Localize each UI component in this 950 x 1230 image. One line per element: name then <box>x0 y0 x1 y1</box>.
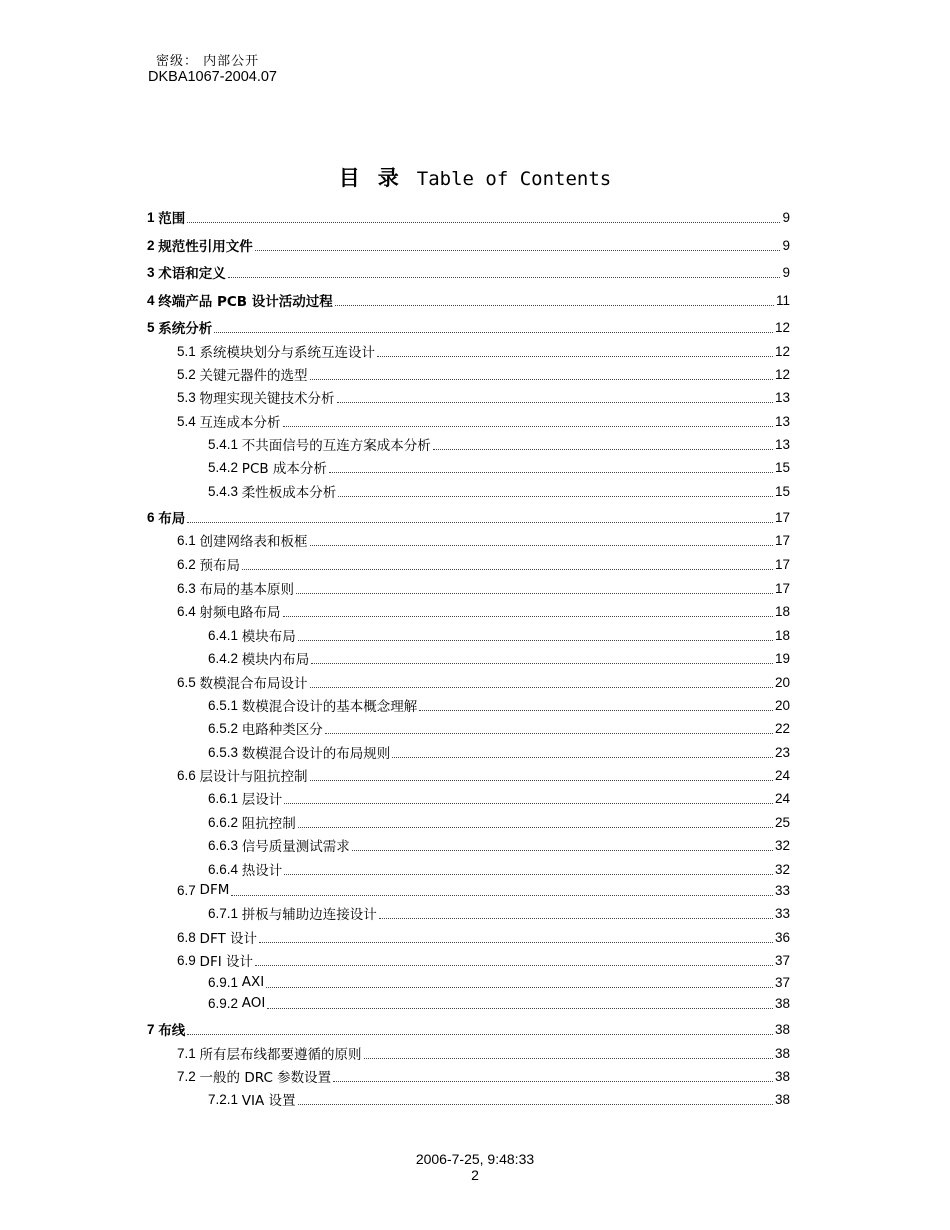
dot-leader <box>338 496 773 497</box>
toc-entry-page: 24 <box>774 767 790 783</box>
toc-entry-number: 6.3 <box>177 580 196 596</box>
toc-entry[interactable] <box>177 530 790 550</box>
dot-leader <box>284 874 773 875</box>
toc-entry-number: 6.6 <box>177 767 196 783</box>
dot-leader <box>433 449 773 450</box>
toc-entry-page: 17 <box>774 580 790 596</box>
toc-entry-number: 5.1 <box>177 343 196 359</box>
toc-entry-page: 32 <box>774 837 790 853</box>
toc-entry[interactable] <box>208 812 790 832</box>
toc-entry-title: 阻抗控制 <box>241 816 296 832</box>
toc-entry-number: 6.7 <box>177 882 196 898</box>
toc-entry-title: DFT 设计 <box>199 931 258 947</box>
toc-entry-title: 布线 <box>158 1023 186 1039</box>
toc-entry-number: 2 <box>147 237 155 253</box>
toc-entry-page: 17 <box>774 509 790 525</box>
toc-entry-page: 13 <box>774 436 790 452</box>
dot-leader <box>214 332 773 333</box>
dot-leader <box>310 545 773 546</box>
toc-entry-number: 6.5.1 <box>208 697 239 713</box>
toc-entry[interactable] <box>177 578 790 598</box>
toc-entry-title: 信号质量测试需求 <box>241 839 350 855</box>
toc-entry-title: 预布局 <box>199 558 241 574</box>
dot-leader <box>267 1008 773 1009</box>
document-code: DKBA1067-2004.07 <box>148 69 277 85</box>
dot-leader <box>187 522 773 523</box>
toc-entry-title: 数模混合布局设计 <box>199 676 308 692</box>
toc-entry-number: 5.2 <box>177 366 196 382</box>
toc-entry-number: 6.2 <box>177 556 196 572</box>
toc-entry-title: 一般的 DRC 参数设置 <box>199 1070 332 1086</box>
dot-leader <box>283 616 773 617</box>
toc-entry-title: AOI <box>241 995 266 1011</box>
toc-entry-page: 38 <box>774 1068 790 1084</box>
toc-entry-page: 33 <box>774 882 790 898</box>
toc-entry-number: 6.4 <box>177 603 196 619</box>
toc-entry-title: 不共面信号的互连方案成本分析 <box>241 438 431 454</box>
toc-entry[interactable] <box>177 672 790 692</box>
toc-entry-number: 6.9.2 <box>208 995 239 1011</box>
dot-leader <box>242 569 773 570</box>
toc-entry[interactable] <box>177 880 790 900</box>
toc-entry-page: 25 <box>774 814 790 830</box>
toc-entry-number: 4 <box>147 292 155 308</box>
toc-entry-title: 规范性引用文件 <box>158 239 253 255</box>
toc-entry[interactable] <box>177 765 790 785</box>
toc-entry-title: 物理实现关键技术分析 <box>199 391 335 407</box>
toc-entry-page: 20 <box>774 674 790 690</box>
toc-entry-title: 创建网络表和板框 <box>199 534 308 550</box>
dot-leader <box>284 803 773 804</box>
dot-leader <box>259 942 773 943</box>
toc-entry-number: 6.6.1 <box>208 790 239 806</box>
dot-leader <box>310 687 773 688</box>
toc-entry[interactable] <box>177 341 790 361</box>
title-english: Table of Contents <box>416 168 612 190</box>
toc-entry-page: 23 <box>774 744 790 760</box>
toc-entry-title: VIA 设置 <box>241 1093 296 1109</box>
dot-leader <box>329 472 773 473</box>
toc-entry[interactable] <box>208 788 790 808</box>
toc-entry-number: 6.1 <box>177 532 196 548</box>
toc-entry-number: 6.6.3 <box>208 837 239 853</box>
toc-entry-title: 数模混合设计的基本概念理解 <box>241 699 418 715</box>
toc-entry[interactable] <box>177 927 790 947</box>
toc-entry-title: 术语和定义 <box>158 266 226 282</box>
toc-entry[interactable] <box>177 554 790 574</box>
toc-entry-title: 射频电路布局 <box>199 605 281 621</box>
toc-entry[interactable] <box>177 1043 790 1063</box>
toc-entry-title: 模块内布局 <box>241 652 310 668</box>
toc-entry[interactable] <box>177 950 790 970</box>
dot-leader <box>187 222 780 223</box>
toc-entry-page: 17 <box>774 532 790 548</box>
toc-entry-number: 6.8 <box>177 929 196 945</box>
toc-entry-title: DFM <box>199 882 230 898</box>
dot-leader <box>298 1104 773 1105</box>
toc-entry-number: 5.4.3 <box>208 483 239 499</box>
dot-leader <box>228 277 781 278</box>
toc-entry-number: 7 <box>147 1021 155 1037</box>
toc-entry[interactable] <box>147 262 790 282</box>
toc-entry-number: 6.6.4 <box>208 861 239 877</box>
toc-entry[interactable] <box>208 718 790 738</box>
dot-leader <box>333 1081 773 1082</box>
toc-entry[interactable] <box>208 625 790 645</box>
toc-entry-number: 1 <box>147 209 155 225</box>
toc-entry-number: 5.4.1 <box>208 436 239 452</box>
toc-entry-page: 37 <box>774 974 790 990</box>
toc-entry-number: 5.3 <box>177 389 196 405</box>
toc-entry-number: 7.1 <box>177 1045 196 1061</box>
toc-entry-number: 6.7.1 <box>208 905 239 921</box>
toc-entry-page: 18 <box>774 627 790 643</box>
toc-entry[interactable] <box>208 993 790 1013</box>
toc-entry-number: 6.6.2 <box>208 814 239 830</box>
toc-entry-page: 18 <box>774 603 790 619</box>
toc-entry-number: 6.4.2 <box>208 650 239 666</box>
toc-entry[interactable] <box>208 1089 790 1109</box>
page-footer <box>0 1151 950 1183</box>
toc-entry-number: 6.5.3 <box>208 744 239 760</box>
toc-entry-title: 所有层布线都要遵循的原则 <box>199 1047 362 1063</box>
dot-leader <box>231 895 773 896</box>
toc-entry-number: 6.5.2 <box>208 720 239 736</box>
toc-entry-page: 12 <box>774 343 790 359</box>
toc-entry[interactable] <box>208 648 790 668</box>
dot-leader <box>364 1058 773 1059</box>
toc-entry[interactable] <box>177 601 790 621</box>
dot-leader <box>255 250 781 251</box>
toc-entry[interactable] <box>208 859 790 879</box>
toc-entry[interactable] <box>147 235 790 255</box>
toc-entry-page: 9 <box>782 237 790 253</box>
toc-entry-page: 15 <box>774 459 790 475</box>
toc-entry-number: 6 <box>147 509 155 525</box>
toc-entry-page: 32 <box>774 861 790 877</box>
toc-entry-page: 11 <box>775 292 790 308</box>
dot-leader <box>377 356 773 357</box>
toc-entry-page: 22 <box>774 720 790 736</box>
toc-entry-title: DFI 设计 <box>199 954 253 970</box>
dot-leader <box>311 663 773 664</box>
dot-leader <box>255 965 773 966</box>
toc-entry-page: 19 <box>774 650 790 666</box>
dot-leader <box>352 850 773 851</box>
toc-entry-page: 17 <box>774 556 790 572</box>
toc-entry-page: 12 <box>774 319 790 335</box>
toc-entry-page: 20 <box>774 697 790 713</box>
dot-leader <box>298 640 773 641</box>
toc-entry-page: 24 <box>774 790 790 806</box>
toc-entry[interactable] <box>208 903 790 923</box>
toc-entry[interactable] <box>177 364 790 384</box>
toc-entry-page: 33 <box>774 905 790 921</box>
toc-entry-title: 层设计 <box>241 792 283 808</box>
toc-entry[interactable] <box>147 1019 790 1039</box>
toc-entry[interactable] <box>208 434 790 454</box>
toc-entry-title: 系统分析 <box>158 321 213 337</box>
toc-entry-title: AXI <box>241 974 265 990</box>
toc-entry-number: 3 <box>147 264 155 280</box>
toc-entry-title: 布局 <box>158 511 186 527</box>
toc-entry-title: 层设计与阻抗控制 <box>199 769 308 785</box>
toc-entry-number: 5 <box>147 319 155 335</box>
toc-entry[interactable] <box>147 317 790 337</box>
toc-entry-title: 热设计 <box>241 863 283 879</box>
toc-entry-page: 13 <box>774 389 790 405</box>
toc-entry[interactable] <box>208 835 790 855</box>
toc-entry-number: 6.4.1 <box>208 627 239 643</box>
toc-entry[interactable] <box>208 742 790 762</box>
toc-entry[interactable] <box>177 387 790 407</box>
dot-leader <box>310 379 773 380</box>
toc-entry-page: 12 <box>774 366 790 382</box>
toc-entry-number: 5.4 <box>177 413 196 429</box>
toc-entry-page: 38 <box>774 1045 790 1061</box>
toc-entry-page: 36 <box>774 929 790 945</box>
toc-entry-page: 38 <box>774 1091 790 1107</box>
toc-entry-title: 关键元器件的选型 <box>199 368 308 384</box>
toc-entry[interactable] <box>147 207 790 227</box>
dot-leader <box>187 1034 773 1035</box>
toc-entry-title: 数模混合设计的布局规则 <box>241 746 391 762</box>
toc-entry-number: 7.2.1 <box>208 1091 239 1107</box>
toc-entry-title: 系统模块划分与系统互连设计 <box>199 345 376 361</box>
dot-leader <box>337 402 773 403</box>
toc-entry[interactable] <box>208 481 790 501</box>
toc-entry[interactable] <box>208 695 790 715</box>
dot-leader <box>392 757 773 758</box>
toc-entry-title: 终端产品 PCB 设计活动过程 <box>158 294 333 310</box>
title-chinese: 目录 <box>338 166 417 190</box>
toc-entry-page: 9 <box>782 264 790 280</box>
toc-entry-title: 布局的基本原则 <box>199 582 295 598</box>
dot-leader <box>325 733 773 734</box>
toc-entry-title: 模块布局 <box>241 629 296 645</box>
toc-entry-title: 柔性板成本分析 <box>241 485 337 501</box>
footer-timestamp: 2006-7-25, 9:48:33 <box>415 1151 535 1167</box>
toc-entry-number: 6.9.1 <box>208 974 239 990</box>
dot-leader <box>419 710 773 711</box>
toc-entry-title: 互连成本分析 <box>199 415 281 431</box>
toc-entry[interactable] <box>177 411 790 431</box>
toc-entry-page: 38 <box>774 995 790 1011</box>
toc-entry-number: 5.4.2 <box>208 459 239 475</box>
toc-entry-page: 38 <box>774 1021 790 1037</box>
footer-page-number: 2 <box>471 1167 479 1183</box>
toc-entry[interactable] <box>208 972 790 992</box>
toc-entry[interactable] <box>177 1066 790 1086</box>
toc-entry-title: PCB 成本分析 <box>241 461 327 477</box>
dot-leader <box>335 305 774 306</box>
toc-entry-title: 电路种类区分 <box>241 722 323 738</box>
dot-leader <box>298 827 773 828</box>
toc-entry-number: 7.2 <box>177 1068 196 1084</box>
dot-leader <box>283 426 773 427</box>
toc-entry-title: 拼板与辅助边连接设计 <box>241 907 377 923</box>
dot-leader <box>310 780 773 781</box>
toc-entry-number: 6.9 <box>177 952 196 968</box>
dot-leader <box>266 987 773 988</box>
dot-leader <box>296 593 773 594</box>
dot-leader <box>379 918 773 919</box>
toc-entry-title: 范围 <box>158 211 186 227</box>
toc-entry[interactable] <box>147 507 790 527</box>
toc-entry[interactable] <box>208 457 790 477</box>
toc-entry-number: 6.5 <box>177 674 196 690</box>
toc-entry-page: 9 <box>782 209 790 225</box>
toc-entry[interactable] <box>147 290 790 310</box>
toc-entry-page: 13 <box>774 413 790 429</box>
toc-entry-page: 15 <box>774 483 790 499</box>
classification-label: 密级： 内部公开 <box>156 54 260 69</box>
toc-entry-page: 37 <box>774 952 790 968</box>
